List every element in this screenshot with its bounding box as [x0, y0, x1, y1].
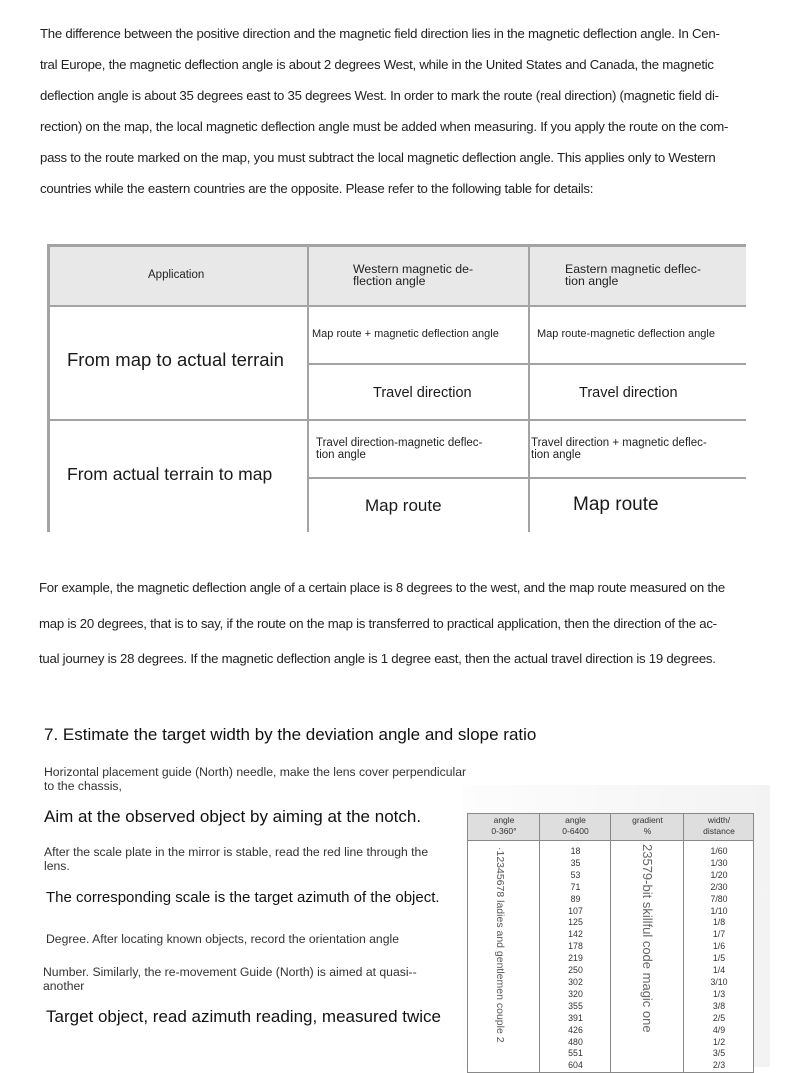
width-distance-value: 2/5: [712, 1012, 726, 1023]
angle-6400-value: 107: [568, 905, 583, 916]
width-distance-value: 1/3: [712, 988, 726, 999]
width-distance-value: 1/5: [712, 953, 726, 964]
instruction-line: The corresponding scale is the target azimuth of the object.: [46, 889, 440, 906]
angle-6400-value: 219: [568, 953, 583, 964]
intro-line: countries while the eastern countries are the opposite. Please refer to the following table for details:: [40, 181, 594, 196]
width-distance-value: 1/7: [712, 929, 726, 940]
slope-table: [467, 813, 754, 1073]
angle-6400-value: 302: [568, 976, 583, 987]
angle-6400-value: 426: [568, 1024, 583, 1035]
angle-6400-value: 35: [570, 857, 581, 868]
eastern-result: Map route: [573, 494, 659, 515]
angle-6400-value: 604: [568, 1060, 583, 1071]
western-result: Travel direction: [373, 385, 472, 401]
western-result: Map route: [365, 496, 442, 515]
header-eastern-label: Eastern magnetic deflec- tion angle: [565, 262, 702, 288]
eastern-formula: Travel direction + magnetic deflec- tion angle: [531, 437, 707, 461]
angle-6400-value: 142: [568, 929, 583, 940]
eastern-result: Travel direction: [579, 385, 678, 401]
angle-6400-value: 480: [568, 1036, 583, 1047]
example-line: tual journey is 28 degrees. If the magnetic deflection angle is 1 degree east, then the actual travel direction is 19 degrees.: [39, 651, 716, 666]
width-distance-value: 7/80: [710, 893, 728, 904]
application-label: From actual terrain to map: [67, 464, 273, 484]
width-distance-value: 3/10: [710, 976, 728, 987]
header-gradient: gradient %: [632, 815, 663, 836]
col-angle-360: [468, 814, 540, 1072]
header-width-distance: width/ distance: [703, 815, 735, 836]
header-angle-6400: angle 0-6400: [562, 815, 589, 836]
application-label: From map to actual terrain: [67, 349, 284, 370]
angle-6400-value: 18: [570, 846, 581, 856]
width-distance-value: 2/30: [710, 881, 728, 892]
section-7-title: 7. Estimate the target width by the deviation angle and slope ratio: [44, 725, 537, 744]
width-distance-value: 4/9: [712, 1024, 726, 1035]
intro-paragraph: [40, 18, 760, 204]
header-application-label: Application: [148, 269, 205, 281]
col1-vertical-text: ·12345678 ladies and gentlemen couple 2: [494, 847, 506, 1043]
instruction-line: Horizontal placement guide (North) needle, make the lens cover perpendicular to the chassis,: [44, 765, 467, 793]
instruction-line: After the scale plate in the mirror is stable, read the red line through the lens.: [44, 845, 429, 873]
instruction-line: Number. Similarly, the re-movement Guide (North) is aimed at quasi--another: [43, 965, 417, 993]
angle-6400-value: 391: [568, 1012, 583, 1023]
eastern-formula: Map route-magnetic deflection angle: [537, 328, 715, 340]
width-distance-value: 1/60: [710, 846, 728, 856]
intro-line: tral Europe, the magnetic deflection angle is about 2 degrees West, while in the United States and Canada, the magnetic: [40, 57, 714, 72]
width-distance-value: 2/3: [712, 1060, 726, 1071]
angle-6400-values: [540, 846, 611, 1072]
angle-6400-value: 178: [568, 941, 583, 952]
col-width-distance: [684, 814, 754, 1072]
example-line: For example, the magnetic deflection angle of a certain place is 8 degrees to the west, and the map route measured on the: [39, 580, 725, 595]
header-western-label: Western magnetic de- flection angle: [353, 262, 474, 288]
header-application: [50, 247, 309, 307]
angle-6400-value: 71: [570, 881, 581, 892]
western-formula-cell: [309, 421, 530, 479]
angle-6400-value: 125: [568, 917, 583, 928]
col3-vertical-text: 23579-bit skillful code magic one: [640, 844, 655, 1033]
width-distance-value: 1/8: [712, 917, 726, 928]
header-angle-360: angle 0-360°: [491, 815, 517, 836]
angle-6400-value: 53: [570, 869, 581, 880]
eastern-formula-cell: [530, 307, 746, 365]
col-angle-6400: [540, 814, 611, 1072]
width-distance-value: 3/5: [712, 1048, 726, 1059]
angle-6400-value: 89: [570, 893, 581, 904]
header-eastern: [530, 247, 746, 307]
angle-6400-value: 551: [568, 1048, 583, 1059]
instruction-line: Aim at the observed object by aiming at the notch.: [44, 807, 422, 826]
instruction-line: Degree. After locating known objects, record the orientation angle: [46, 932, 399, 946]
intro-line: pass to the route marked on the map, you must subtract the local magnetic deflection angle. This applies only to Western: [40, 150, 716, 165]
header-western: [309, 247, 530, 307]
slope-table-image: [462, 785, 770, 1071]
eastern-result-cell: [530, 365, 746, 421]
row-map-to-terrain-application: [50, 307, 309, 421]
example-paragraph: [39, 570, 759, 677]
angle-6400-value: 355: [568, 1000, 583, 1011]
width-distance-value: 1/2: [712, 1036, 726, 1047]
example-line: map is 20 degrees, that is to say, if the route on the map is transferred to practical application, then the direction of the ac-: [39, 615, 717, 631]
western-result-cell: [309, 479, 530, 532]
eastern-formula-cell: [530, 421, 746, 479]
width-distance-value: 1/20: [710, 869, 728, 880]
width-distance-value: 1/6: [712, 941, 726, 952]
row-terrain-to-map-application: [50, 421, 309, 532]
width-distance-values: [684, 846, 754, 1072]
width-distance-value: 1/4: [712, 965, 726, 976]
angle-6400-value: 320: [568, 988, 583, 999]
deflection-table: [47, 244, 746, 532]
width-distance-value: 1/30: [710, 857, 728, 868]
intro-line: deflection angle is about 35 degrees east to 35 degrees West. In order to mark the route (real direction) (magnetic field di-: [40, 88, 719, 103]
col-gradient: [611, 814, 684, 1072]
width-distance-value: 1/10: [710, 905, 728, 916]
western-formula: Map route + magnetic deflection angle: [312, 328, 499, 340]
width-distance-value: 3/8: [712, 1000, 726, 1011]
intro-line: The difference between the positive direction and the magnetic field direction lies in the magnetic deflection angle. In Cen-: [40, 26, 720, 41]
instruction-line: Target object, read azimuth reading, measured twice: [46, 1007, 441, 1026]
western-result-cell: [309, 365, 530, 421]
angle-6400-value: 250: [568, 965, 583, 976]
western-formula: Travel direction-magnetic deflec- tion angle: [316, 437, 483, 461]
eastern-result-cell: [530, 479, 746, 532]
intro-line: rection) on the map, the local magnetic deflection angle must be added when measuring. If you apply the route on the com-: [40, 119, 729, 134]
western-formula-cell: [309, 307, 530, 365]
